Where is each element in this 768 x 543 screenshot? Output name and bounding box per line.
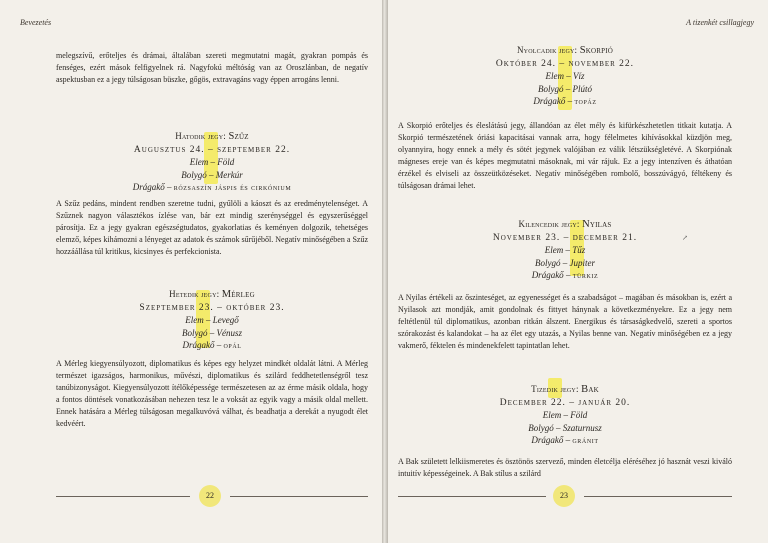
sign-block-scorpio: Nyolcadik jegy: Skorpió Október 24. – november 22. Elem – Víz Bolygó – Plútó Drágakő – topáz bbox=[398, 44, 732, 108]
sign-name: Mérleg bbox=[221, 289, 255, 300]
page-number: 22 bbox=[199, 485, 221, 507]
stone-label: Drágakő bbox=[182, 340, 215, 350]
sign-element: Elem – Föld bbox=[542, 410, 588, 420]
sign-text-libra: A Mérleg kiegyensúlyozott, diplomatikus és képes egy helyzet mindkét oldalát látni. A Mérleg természet igazságos, harmonikus, művészi, diplomatikus és szilárd feddhetetlenségről tesz tanúbizonyságot. Kiegyensúlyozott ítélőképessége természetesen az az érme másik oldala, hogy a fontos döntések vonatkozásában nehezen tesz le a voksát az egyik vagy a másik oldal mellett. Ennek hatására a Mérleg túlságosan megalkuvóvá válhat, és beadhatja a derekát a nyugodt élet kedvéért. bbox=[56, 359, 368, 428]
sign-element: Elem – Levegő bbox=[185, 315, 239, 325]
footer-rule bbox=[398, 496, 546, 497]
sign-planet: Bolygó – Plútó bbox=[538, 83, 592, 94]
stone-label: Drágakő bbox=[531, 270, 564, 280]
stone-label: Drágakő bbox=[533, 96, 566, 106]
sign-heading: Tizedik jegy: bbox=[531, 384, 579, 394]
sign-heading: Hetedik jegy: bbox=[169, 289, 220, 299]
sign-dates: November 23. – december 21. bbox=[492, 232, 638, 243]
sign-dates: Október 24. – november 22. bbox=[495, 58, 635, 69]
right-page bbox=[388, 0, 768, 543]
sign-name: Nyilas bbox=[582, 219, 612, 230]
sign-name: Szűz bbox=[228, 131, 249, 142]
sign-stone: opál bbox=[223, 340, 242, 350]
sign-heading: Hatodik jegy: bbox=[175, 131, 227, 141]
sign-planet: Bolygó – Vénusz bbox=[182, 327, 242, 338]
sign-heading: Nyolcadik jegy: bbox=[516, 45, 578, 55]
sign-dates: December 22. – január 20. bbox=[499, 397, 631, 408]
stone-label: Drágakő bbox=[531, 435, 564, 445]
left-page bbox=[0, 0, 382, 543]
sign-dates: Szeptember 23. – október 23. bbox=[139, 302, 285, 313]
sign-stone: türkiz bbox=[572, 270, 599, 280]
sign-planet: Bolygó – Jupiter bbox=[535, 257, 595, 268]
sign-stone: gránit bbox=[572, 435, 599, 445]
sign-planet: Bolygó – Szaturnusz bbox=[528, 422, 602, 433]
footer-rule bbox=[56, 496, 190, 497]
page-number: 23 bbox=[553, 485, 575, 507]
sign-block-sagittarius: Kilencedik jegy: Nyilas November 23. – december 21. Elem – Tűz Bolygó – Jupiter Drágakő – türkiz bbox=[398, 218, 732, 282]
sign-block-capricorn: Tizedik jegy: Bak December 22. – január 20. Elem – Föld Bolygó – Szaturnusz Drágakő – gránit bbox=[398, 383, 732, 447]
sign-heading: Kilencedik jegy: bbox=[518, 219, 580, 229]
footer-rule bbox=[584, 496, 732, 497]
sign-text-virgo: A Szűz pedáns, mindent rendben szeretne tudni, gyűlöli a káoszt és az eredménytelenséget. A Szűznek nagyon választékos ízlése van, bár ezt mindig szerénységgel és egyszerűséggel párosítja. Ez a jegy gyakran egészségtudatos, gyakorlatias és keményen dolgozik, tehetséges elemző, képes kihámozni a lényeget az adatok és számok sűrűjéből. Negatív minőségében a Szűz hozzáállása túl kritikus, kicsinyes és perfekcionista. bbox=[56, 199, 368, 256]
intro-paragraph: melegszívű, erőteljes és drámai, általában szereti megmutatni magát, gyakran pompás és fenséges, ezért mások felfigyelnek rá. Nagyfokú méltóság van az Oroszlánban, de negatív aspektusban ez a jegy túlságosan büszke, gőgös, extravagáns vagy éppen arrogáns lenni. bbox=[56, 51, 368, 84]
sign-element: Elem – Víz bbox=[545, 71, 585, 81]
footer-rule bbox=[230, 496, 368, 497]
sign-stone: rózsaszín jáspis és cirkónium bbox=[173, 182, 292, 192]
sign-dates: Augusztus 24. – szeptember 22. bbox=[133, 144, 291, 155]
sign-block-libra: Hetedik jegy: Mérleg Szeptember 23. – október 23. Elem – Levegő Bolygó – Vénusz Drágakő – opál bbox=[56, 288, 368, 352]
stone-label: Drágakő bbox=[132, 182, 165, 192]
sign-text-scorpio: A Skorpió erőteljes és éleslátású jegy, állandóan az élet mély és kifürkészhetetlen titkait kutatja. A Skorpió természetének óriási kapacitásai vannak arra, hogy félelmetes kihívásokkal küzdjön meg, olyannyira, hogy ennek a mély és sötét jegynek valójában ez válik létszükségletévé. A Skorpiónak mágneses ereje van és képes megmutatni másoknak, mi vár rájuk. Ez a jegy intenzíven és áthatóan érzékel és elviseli az összeütközéseket. Negatív minőségében rombolő, bosszúvágyó, féltékeny és túlságosan drámai lehet. bbox=[398, 121, 732, 190]
running-head: A tizenkét csillagjegy bbox=[686, 18, 754, 27]
sign-block-virgo: Hatodik jegy: Szűz Augusztus 24. – szeptember 22. Elem – Föld Bolygó – Merkúr Drágakő – rózsaszín jáspis és cirkónium bbox=[56, 130, 368, 194]
sign-stone: topáz bbox=[574, 96, 597, 106]
running-head: Bevezetés bbox=[20, 18, 52, 27]
sign-planet: Bolygó – Merkúr bbox=[181, 169, 243, 180]
sign-element: Elem – Tűz bbox=[544, 245, 586, 255]
sign-name: Skorpió bbox=[579, 45, 613, 56]
pen-mark: ↗ bbox=[682, 234, 688, 242]
sign-text-capricorn: A Bak született lelkiismeretes és ösztönös szervező, minden életcélja eléréséhez jó hasznát veszi kiváló intuitív képességeinek. A Bak stílus a szilárd bbox=[398, 457, 732, 478]
sign-name: Bak bbox=[581, 384, 599, 395]
sign-text-sagittarius: A Nyilas értékeli az őszinteséget, az egyenességet és a szabadságot – magában és másokban is, ezért a Nyilasok azt mondják, amit gondolnak és fittyet hánynak a következményekre. Ez a jegy nem feltétlenül túl diplomatikus, azonban ritkán álszent. Energikus és társaságkedvelő, szereti a sportos szórakozást és kalandokat – ha az élet egy utazás, a Nyilas benne van. Negatív minőségében ez a jegy vakmerő, féktelen és mindenekfelett tapintatlan lehet. bbox=[398, 293, 732, 350]
sign-element: Elem – Föld bbox=[189, 157, 235, 167]
